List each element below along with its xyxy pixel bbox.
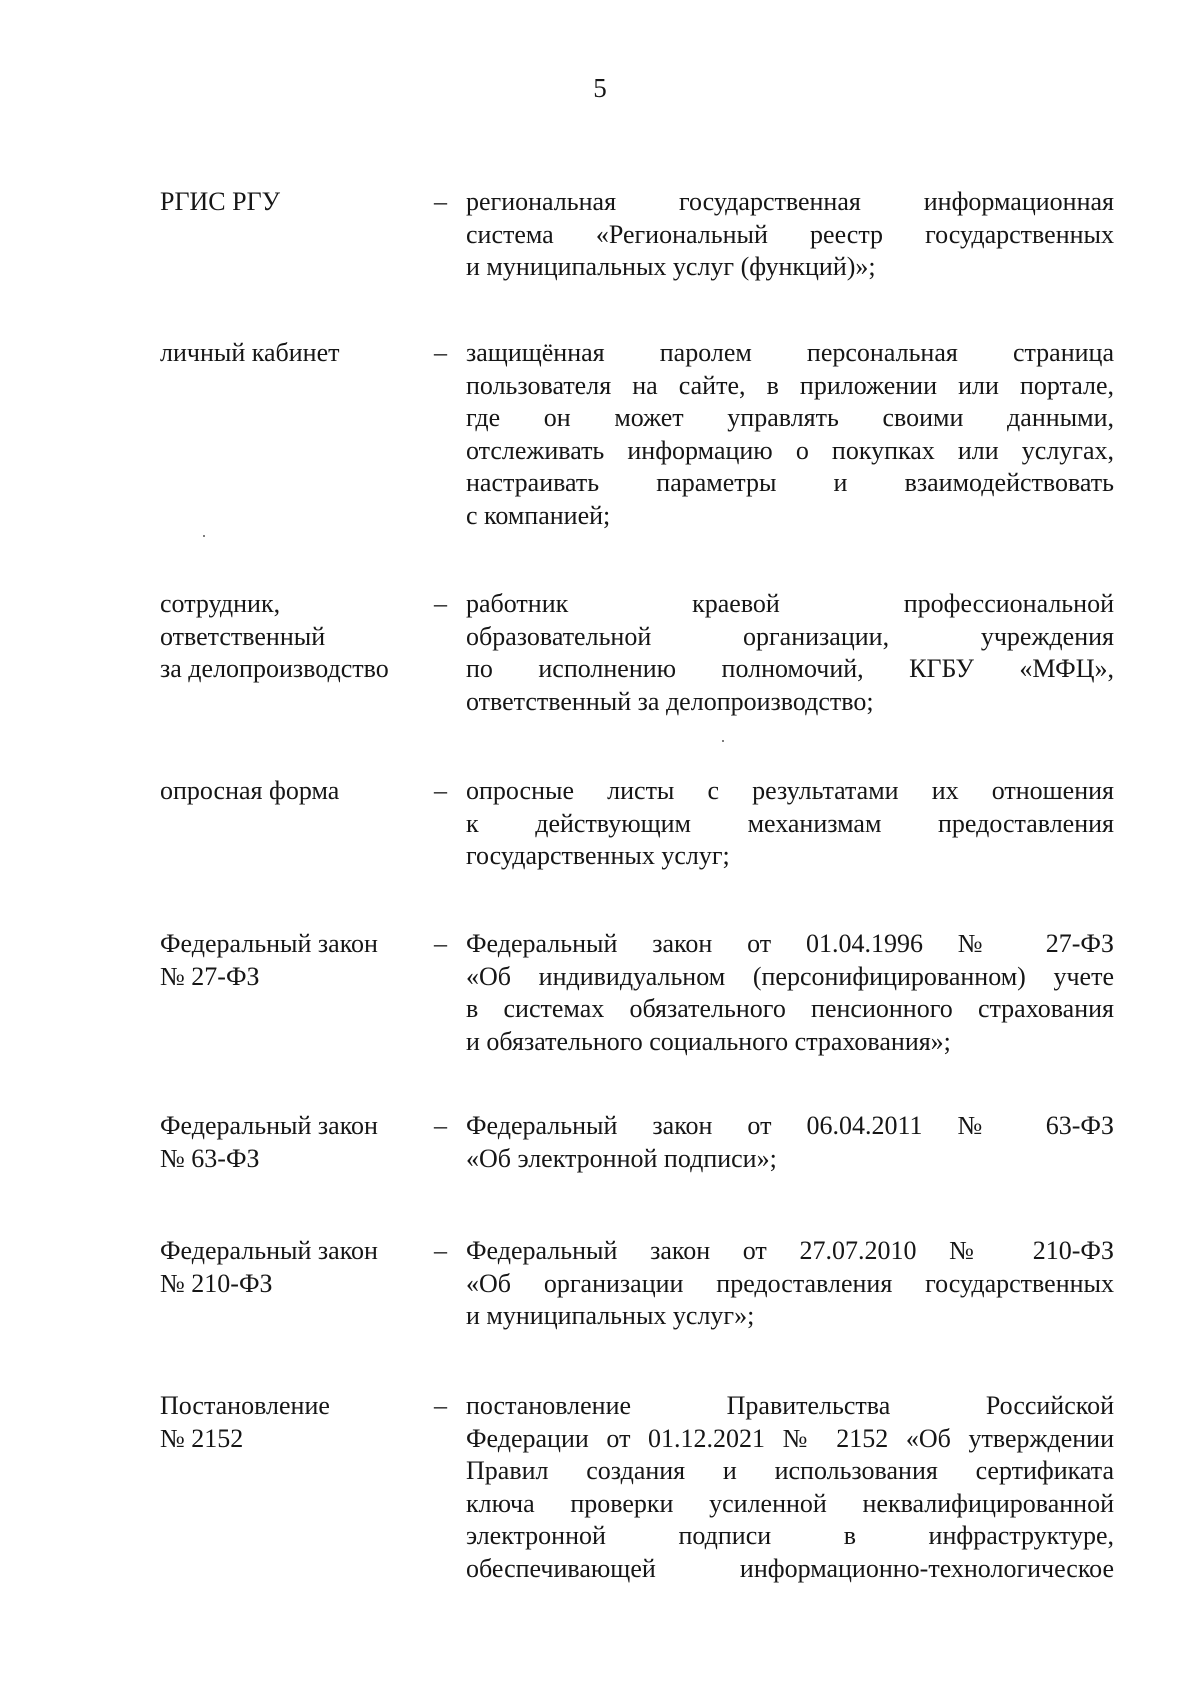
entry-term: [160, 337, 430, 370]
definition-line: и муниципальных услуг (функций)»;: [466, 252, 876, 281]
scan-speck: [722, 740, 724, 742]
entry-definition: [466, 928, 1114, 1058]
entry-term: [160, 588, 430, 686]
entry-definition: [466, 337, 1114, 532]
entry-term: [160, 1235, 430, 1300]
term-line: Федеральный закон: [160, 1236, 378, 1265]
term-line: № 27-ФЗ: [160, 961, 260, 991]
definition-line: в системах обязательного пенсионного страхования: [466, 994, 1114, 1023]
entry-definition: [466, 775, 1114, 873]
definition-line: региональная государственная информационная: [466, 187, 1114, 216]
term-line: сотрудник,: [160, 589, 281, 618]
entry-dash: –: [434, 1111, 447, 1140]
term-line: № 210-ФЗ: [160, 1268, 273, 1298]
term-line: опросная форма: [160, 776, 340, 805]
entry-term: [160, 775, 430, 808]
entry-definition: [466, 1110, 1114, 1175]
definition-line: по исполнению полномочий, КГБУ «МФЦ»,: [466, 654, 1114, 683]
definition-line: Федеральный закон от 01.04.1996 № 27-ФЗ: [466, 929, 1114, 958]
term-line: Федеральный закон: [160, 929, 378, 958]
definition-line: Федеральный закон от 27.07.2010 № 210-ФЗ: [466, 1236, 1114, 1265]
entry-term: [160, 1390, 430, 1455]
definition-line: система «Региональный реестр государственных: [466, 219, 1114, 249]
entry-dash: –: [434, 929, 447, 958]
entry-term: [160, 186, 430, 219]
definition-line: к действующим механизмам предоставления: [466, 808, 1114, 838]
definition-line: Федерации от 01.12.2021 № 2152 «Об утверждении: [466, 1423, 1114, 1453]
definition-line: с компанией;: [466, 500, 611, 530]
term-line: ответственный: [160, 621, 326, 651]
term-line: № 63-ФЗ: [160, 1143, 260, 1173]
definition-line: и муниципальных услуг»;: [466, 1301, 755, 1330]
entry-term: [160, 1110, 430, 1175]
definition-line: Правил создания и использования сертификата: [466, 1456, 1114, 1485]
definition-line: «Об электронной подписи»;: [466, 1143, 777, 1173]
term-line: Федеральный закон: [160, 1111, 378, 1140]
definition-line: обеспечивающей информационно-технологическое: [466, 1553, 1114, 1583]
entry-definition: [466, 588, 1114, 718]
definition-line: где он может управлять своими данными,: [466, 403, 1114, 432]
entry-dash: –: [434, 776, 447, 805]
term-line: № 2152: [160, 1423, 244, 1453]
definition-line: электронной подписи в инфраструктуре,: [466, 1521, 1114, 1550]
definition-line: «Об организации предоставления государственных: [466, 1268, 1114, 1298]
scan-speck: [203, 535, 205, 537]
entry-term: [160, 928, 430, 993]
definition-line: опросные листы с результатами их отношения: [466, 776, 1114, 805]
term-line: личный кабинет: [160, 338, 340, 367]
definition-line: ответственный за делопроизводство;: [466, 686, 874, 716]
entry-dash: –: [434, 1236, 447, 1265]
definition-line: пользователя на сайте, в приложении или портале,: [466, 370, 1114, 400]
term-line: за делопроизводство: [160, 654, 389, 683]
definition-line: работник краевой профессиональной: [466, 589, 1114, 618]
entry-dash: –: [434, 187, 447, 216]
entry-definition: [466, 1235, 1114, 1333]
definition-line: отслеживать информацию о покупках или услугах,: [466, 435, 1114, 465]
definition-line: «Об индивидуальном (персонифицированном) учете: [466, 961, 1114, 991]
definition-line: государственных услуг;: [466, 841, 730, 870]
definition-line: постановление Правительства Российской: [466, 1391, 1114, 1420]
definition-line: настраивать параметры и взаимодействовать: [466, 468, 1114, 497]
entry-definition: [466, 1390, 1114, 1585]
term-line: РГИС РГУ: [160, 187, 281, 216]
definition-line: Федеральный закон от 06.04.2011 № 63-ФЗ: [466, 1111, 1114, 1140]
entry-definition: [466, 186, 1114, 284]
term-line: Постановление: [160, 1391, 330, 1420]
entry-dash: –: [434, 589, 447, 618]
definition-line: и обязательного социального страхования»;: [466, 1026, 951, 1056]
entry-dash: –: [434, 1391, 447, 1420]
page-number: 5: [593, 73, 607, 103]
definition-line: ключа проверки усиленной неквалифицированной: [466, 1488, 1114, 1518]
entry-dash: –: [434, 338, 447, 367]
definition-line: образовательной организации, учреждения: [466, 621, 1114, 651]
definition-line: защищённая паролем персональная страница: [466, 338, 1114, 367]
